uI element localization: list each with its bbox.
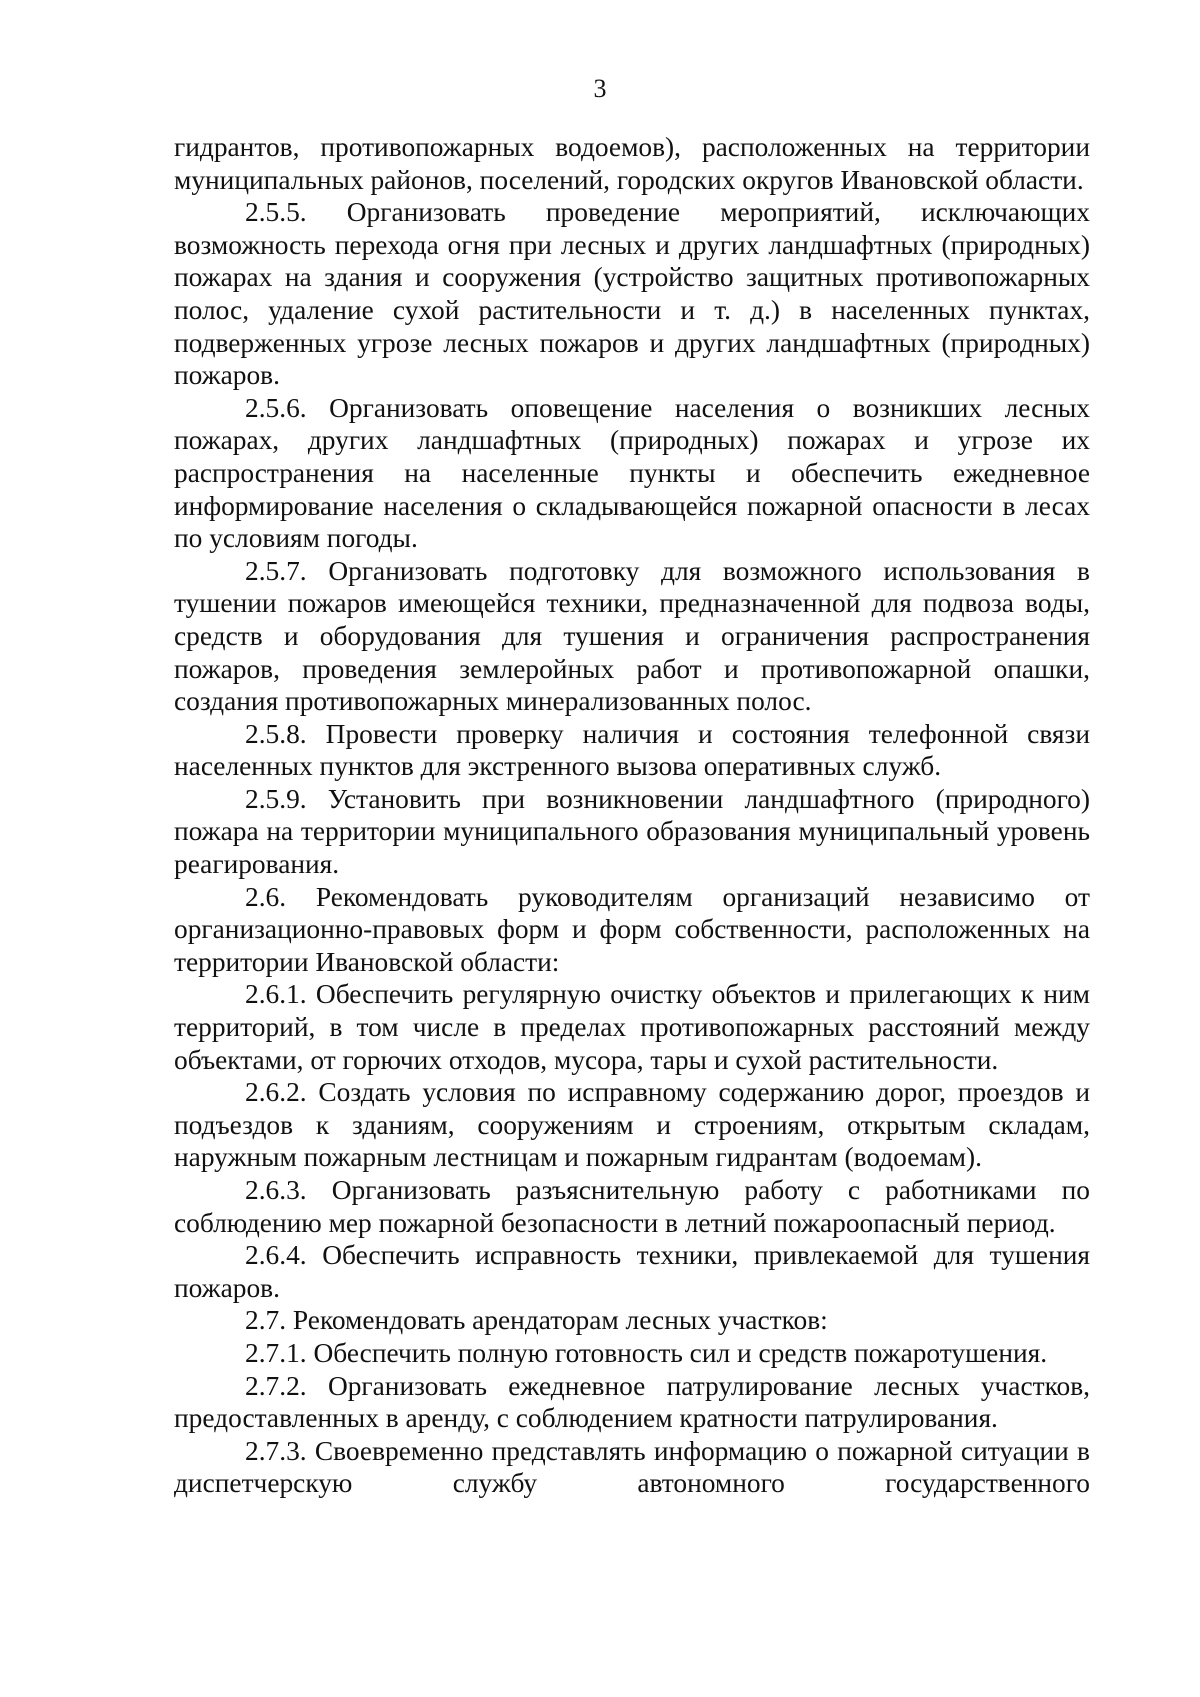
page-number: 3 <box>593 74 607 103</box>
paragraph: 2.6. Рекомендовать руководителям организаций независимо от организационно-правовых форм и форм собственности, расположенных на территории Ивановской области: <box>174 881 1090 977</box>
paragraph: 2.6.3. Организовать разъяснительную работу с работниками по соблюдению мер пожарной безопасности в летний пожароопасный период. <box>174 1175 1090 1238</box>
paragraph: 2.5.5. Организовать проведение мероприятий, исключающих возможность перехода огня при лесных и других ландшафтных (природных) пожарах на здания и сооружения (устройство защитных противопожарных полос, удаление сухой растительности и т. д.) в населенных пунктах, подверженных угрозе лесных пожаров и других ландшафтных (природных) пожаров. <box>174 197 1090 391</box>
paragraph: 2.7. Рекомендовать арендаторам лесных участков: <box>245 1305 828 1336</box>
paragraph: гидрантов, противопожарных водоемов), расположенных на территории муниципальных районов, поселений, городских округов Ивановской области. <box>174 132 1090 195</box>
paragraph: 2.5.9. Установить при возникновении ландшафтного (природного) пожара на территории муниципального образования муниципальный уровень реагирования. <box>174 783 1090 880</box>
paragraph: 2.5.7. Организовать подготовку для возможного использования в тушении пожаров имеющейся техники, предназначенной для подвоза воды, средств и оборудования для тушения и ограничения распространения пожаров, проведения землеройных работ и противопожарной опашки, создания противопожарных минерализованных полос. <box>174 555 1090 717</box>
paragraph: 2.5.8. Провести проверку наличия и состояния телефонной связи населенных пунктов для экстренного вызова оперативных служб. <box>174 718 1090 782</box>
paragraph: 2.7.2. Организовать ежедневное патрулирование лесных участков, предоставленных в аренду, с соблюдением кратности патрулирования. <box>174 1370 1090 1434</box>
paragraph: 2.6.1. Обеспечить регулярную очистку объектов и прилегающих к ним территорий, в том числе в пределах противопожарных расстояний между объектами, от горючих отходов, мусора, тары и сухой растительности. <box>174 979 1090 1075</box>
paragraph: 2.6.2. Создать условия по исправному содержанию дорог, проездов и подъездов к зданиям, сооружениям и строениям, открытым складам, наружным пожарным лестницам и пожарным гидрантам (водоемам). <box>174 1077 1090 1173</box>
paragraph: 2.7.3. Своевременно представлять информацию о пожарной ситуации в диспетчерскую службу автономного государственного <box>174 1435 1090 1499</box>
paragraph: 2.7.1. Обеспечить полную готовность сил и средств пожаротушения. <box>245 1337 1048 1368</box>
paragraph: 2.5.6. Организовать оповещение населения о возникших лесных пожарах, других ландшафтных (природных) пожарах и угрозе их распространения на населенные пункты и обеспечить ежедневное информирование населения о складывающейся пожарной опасности в лесах по условиям погоды. <box>174 392 1090 554</box>
document-body <box>174 131 1090 1500</box>
paragraph: 2.6.4. Обеспечить исправность техники, привлекаемой для тушения пожаров. <box>174 1240 1090 1303</box>
